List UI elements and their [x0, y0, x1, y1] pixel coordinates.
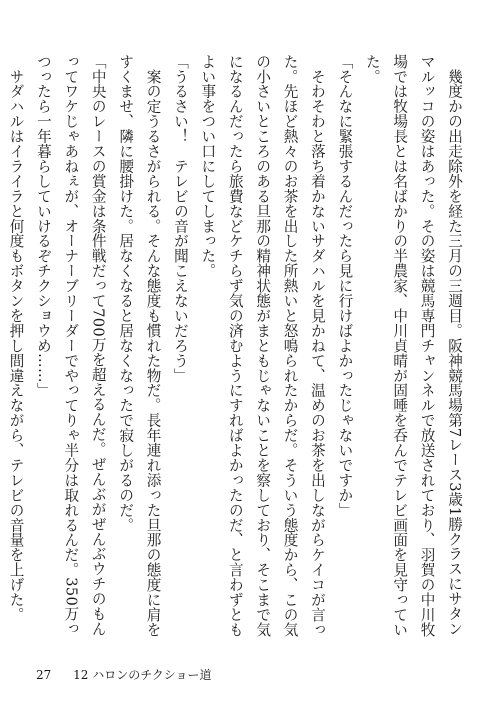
paragraph: 幾度かの出走除外を経た三月の三週目。阪神競馬場第7レース3歳1勝クラスにサタンマルッコの姿はあった。その姿は競馬専門チャンネルで放送されており、羽賀の中川牧場では牧場長とは名ばかりの半農家、中川貞晴が固唾を呑んでテレビ画面を見守っていた。 [363, 54, 463, 638]
dialogue-line: 「中央のレースの賞金は条件戦だって700万を超えるんだ。ぜんぶがぜんぶウチのもんってワケじゃあねぇが、オーナーブリーダーでやってりゃ半分は取れるんだ。350万っつったら一年暮らしていけるぞチクショウめ……」 [34, 54, 107, 637]
running-chapter-title: 12 ハロンのチクショー道 [73, 668, 212, 682]
paragraph: サダハルはイライラと何度もボタンを押し間違えながら、テレビの音量を上げた。 [7, 54, 25, 623]
dialogue-line [0, 54, 2, 639]
paragraph: そわそわと落ち着かないサダハルを見かねて、温めのお茶を出しながらケイコが言った。先ほど熱々のお茶を出した所熱いと怒鳴られたからだ。そういう態度から、この気の小さいところのある旦那の精神状態がまともじゃないことを察しており、そこまで気になるんだったら旅費などケチらず気の済むようにすればよかったのだ、と言わずともよい事をつい口にしてしまった。 [199, 54, 326, 638]
page-number: 27 [36, 668, 52, 682]
page-footer [36, 666, 211, 683]
dialogue-line: 「うるさい！ テレビの音が聞こえないだろう」 [171, 54, 189, 383]
novel-body-text [7, 54, 468, 639]
dialogue-line: 「そんなに緊張するんだったら見に行けばよかったじゃないですか」 [336, 54, 354, 518]
paragraph: 案の定うるさがられる。そんな態度も慣れた物だ。長年連れ添った旦那の態度に肩をすくませ、隣に腰掛けた。居なくなると居なくなったで寂しがるのだ。 [117, 54, 162, 638]
